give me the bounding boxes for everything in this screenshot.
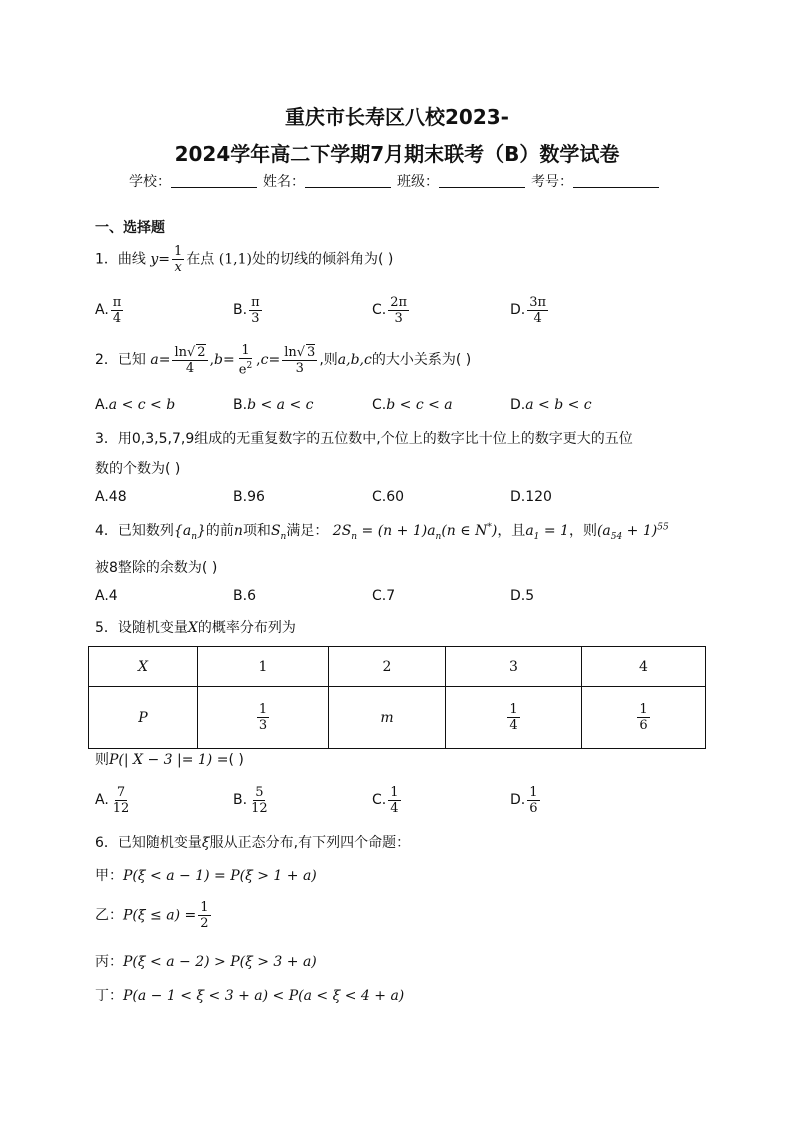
frac-den: 12 bbox=[251, 800, 268, 816]
exam-title-line2: 2024学年高二下学期7月期末联考（B）数学试卷 bbox=[174, 142, 620, 166]
option-text: a < b < c bbox=[525, 397, 592, 413]
eq-rhs: = (n + 1)a bbox=[357, 523, 436, 539]
q4-a1 bbox=[525, 523, 569, 542]
frac-num: 5 bbox=[255, 784, 264, 800]
frac-num: 1 bbox=[509, 702, 518, 717]
expr-mid: + 1) bbox=[622, 523, 658, 539]
q4-sequence bbox=[173, 523, 206, 542]
question-6-stem bbox=[95, 832, 410, 852]
question-3-options bbox=[95, 489, 715, 509]
option-text: 6 bbox=[247, 588, 256, 604]
question-3-stem-line2: 数的个数为( ) bbox=[95, 461, 181, 477]
option-fraction bbox=[527, 295, 548, 326]
school-label: 学校： bbox=[129, 174, 171, 190]
superscript: 55 bbox=[657, 522, 669, 533]
option-label: B. bbox=[233, 792, 248, 808]
proposition-formula: P(ξ < a − 1) = P(ξ > 1 + a) bbox=[123, 868, 317, 884]
option-label: A. bbox=[95, 588, 109, 604]
option-fraction bbox=[249, 295, 262, 326]
option-c[interactable] bbox=[372, 588, 395, 604]
q2-vars: a,b,c bbox=[337, 352, 372, 369]
option-text: a < c < b bbox=[108, 397, 176, 413]
frac-num: 1 bbox=[390, 784, 399, 800]
option-label: D. bbox=[510, 397, 526, 413]
q4-equation bbox=[332, 522, 498, 542]
a1-value: = 1 bbox=[539, 523, 569, 539]
q4-text: 项和 bbox=[242, 523, 271, 539]
question-5-ask bbox=[95, 749, 244, 769]
q4-text: 的前 bbox=[205, 523, 234, 539]
option-text: 48 bbox=[108, 489, 127, 505]
option-text: 4 bbox=[108, 588, 118, 604]
option-label: B. bbox=[233, 302, 248, 318]
radicand: 3 bbox=[307, 344, 316, 360]
option-b[interactable] bbox=[233, 783, 272, 817]
q5-text: 5．设随机变量 bbox=[95, 620, 188, 636]
q1-text-mid: 在点 bbox=[186, 251, 215, 268]
q2-var-a: a bbox=[150, 352, 159, 369]
table-cell: 2 bbox=[329, 647, 446, 687]
q4-text: ，则 bbox=[568, 523, 597, 539]
q4-sum bbox=[270, 523, 287, 542]
option-label: B. bbox=[233, 588, 248, 604]
q1-frac-den: x bbox=[174, 260, 182, 275]
table-row-p bbox=[89, 687, 706, 749]
frac-num: 3π bbox=[529, 294, 547, 310]
frac-den: 4 bbox=[185, 360, 195, 376]
q2-frac-c bbox=[282, 345, 317, 376]
proposition-formula: P(ξ ≤ a) = bbox=[123, 907, 197, 924]
frac-num: 1 bbox=[258, 702, 268, 717]
frac-den bbox=[237, 359, 254, 377]
option-label: B. bbox=[233, 397, 248, 413]
option-fraction bbox=[111, 295, 124, 326]
frac-num: 7 bbox=[116, 784, 126, 800]
option-label: D. bbox=[510, 792, 526, 808]
frac-den: 12 bbox=[112, 800, 130, 816]
expr-open: (a bbox=[596, 523, 611, 539]
question-5-options bbox=[95, 783, 715, 817]
table-row-x bbox=[89, 647, 706, 687]
frac-den: 3 bbox=[295, 360, 304, 376]
option-a[interactable] bbox=[95, 489, 127, 505]
option-label: C. bbox=[372, 489, 387, 505]
option-fraction bbox=[388, 785, 400, 816]
exam-number-blank[interactable] bbox=[573, 173, 659, 188]
table-cell: 1 bbox=[198, 647, 329, 687]
frac-den: 4 bbox=[533, 310, 542, 326]
option-text: b < a < c bbox=[247, 397, 314, 413]
question-2-options bbox=[95, 397, 715, 417]
student-info-row bbox=[0, 171, 794, 191]
option-d[interactable] bbox=[510, 489, 552, 505]
frac-num: 1 bbox=[529, 784, 538, 800]
frac-den: 2 bbox=[200, 916, 209, 931]
frac-num: ln√ 3 bbox=[284, 344, 316, 360]
option-fraction bbox=[388, 295, 409, 326]
option-b[interactable] bbox=[233, 293, 264, 327]
option-fraction bbox=[527, 785, 539, 816]
option-fraction bbox=[111, 785, 132, 816]
exam-number-label: 考号： bbox=[531, 174, 573, 190]
question-1-options bbox=[95, 293, 715, 327]
question-3-stem-line1: 3．用0,3,5,7,9组成的无重复数字的五位数中,个位上的数字比十位上的数字更大的五位 bbox=[95, 431, 633, 447]
option-fraction bbox=[249, 785, 270, 816]
option-a[interactable] bbox=[95, 783, 133, 817]
subscript: 1 bbox=[533, 531, 540, 542]
option-label: D. bbox=[510, 489, 526, 505]
frac-num: ln√ 2 bbox=[174, 344, 206, 360]
q2-eq: = bbox=[158, 352, 171, 369]
option-label: C. bbox=[372, 588, 387, 604]
proposition-yi bbox=[95, 900, 213, 931]
option-text: b < c < a bbox=[386, 397, 453, 413]
subscript: n bbox=[280, 531, 287, 542]
q1-point: (1,1) bbox=[218, 251, 252, 268]
option-a[interactable] bbox=[95, 293, 125, 327]
proposition-jia bbox=[95, 865, 317, 885]
option-c[interactable] bbox=[372, 783, 403, 817]
table-cell bbox=[582, 687, 706, 749]
proposition-label: 乙： bbox=[95, 907, 123, 924]
exam-title-line1: 重庆市长寿区八校2023- bbox=[285, 105, 509, 129]
frac-num: 2π bbox=[390, 294, 408, 310]
option-label: C. bbox=[372, 302, 387, 318]
frac-den: 4 bbox=[112, 310, 122, 326]
option-b[interactable] bbox=[233, 588, 256, 604]
exponent: 2 bbox=[246, 361, 253, 371]
q1-eq: = bbox=[158, 251, 171, 268]
q5-text: 则 bbox=[95, 752, 109, 768]
q2-var-b: b bbox=[214, 352, 223, 369]
proposition-label: 丁： bbox=[95, 988, 123, 1004]
ln-text: ln bbox=[174, 344, 187, 360]
table-cell bbox=[446, 687, 582, 749]
q2-eq: = bbox=[223, 352, 235, 369]
option-b[interactable] bbox=[233, 489, 265, 505]
q6-text: 6．已知随机变量 bbox=[95, 835, 202, 851]
option-label: C. bbox=[372, 397, 387, 413]
frac-num: 1 bbox=[200, 900, 209, 915]
comma: , bbox=[256, 352, 261, 369]
ln-text: ln bbox=[284, 344, 297, 360]
school-blank[interactable] bbox=[171, 173, 257, 188]
option-label: B. bbox=[233, 489, 248, 505]
q2-var-c: c bbox=[260, 352, 269, 369]
eq-lhs: 2S bbox=[332, 523, 352, 539]
frac-num: π bbox=[112, 294, 122, 310]
frac-den: 6 bbox=[639, 718, 648, 733]
frac-den: 4 bbox=[390, 800, 399, 816]
subscript: n bbox=[191, 531, 197, 542]
option-text: 7 bbox=[386, 588, 396, 604]
option-label: A. bbox=[95, 489, 109, 505]
option-label: D. bbox=[510, 302, 526, 318]
q1-text: 曲线 bbox=[117, 251, 146, 268]
q2-frac-b bbox=[237, 343, 254, 377]
question-number: 1． bbox=[95, 251, 118, 268]
comma: , bbox=[209, 352, 215, 369]
option-d[interactable] bbox=[510, 783, 542, 817]
proposition-bing bbox=[95, 951, 317, 971]
option-a[interactable] bbox=[95, 588, 118, 604]
proposition-ding bbox=[95, 985, 404, 1005]
subscript: n bbox=[435, 531, 442, 542]
proposition-formula: P(ξ < a − 2) > P(ξ > 3 + a) bbox=[123, 954, 317, 970]
table-cell: X bbox=[89, 647, 198, 687]
question-4-options bbox=[95, 588, 715, 608]
q5-text-post: 的概率分布列为 bbox=[197, 620, 296, 636]
e-base: e bbox=[238, 362, 247, 378]
superscript: * bbox=[487, 522, 492, 533]
frac-den: 3 bbox=[251, 310, 260, 326]
option-c[interactable] bbox=[372, 397, 453, 413]
option-label: A. bbox=[95, 302, 109, 318]
name-blank[interactable] bbox=[305, 173, 391, 188]
option-d[interactable] bbox=[510, 397, 592, 413]
frac-den: 4 bbox=[509, 718, 518, 733]
q4-text: ，且 bbox=[497, 523, 526, 539]
q4-var-n: n bbox=[233, 523, 243, 539]
option-d[interactable] bbox=[510, 588, 534, 604]
q4-text: 已知数列 bbox=[117, 523, 174, 539]
table-cell: 4 bbox=[582, 647, 706, 687]
q4-expression bbox=[596, 522, 669, 542]
class-blank[interactable] bbox=[439, 173, 525, 188]
q4-text: 满足： bbox=[286, 523, 329, 539]
q2-text-post: 的大小关系为( ) bbox=[371, 352, 472, 369]
option-label: A. bbox=[95, 792, 109, 808]
table-cell: m bbox=[329, 687, 446, 749]
a1-symbol: a bbox=[525, 523, 534, 539]
question-1-stem bbox=[95, 244, 393, 275]
question-2-stem bbox=[95, 343, 471, 377]
seq-close: } bbox=[196, 523, 206, 539]
question-4-stem-line1 bbox=[95, 520, 669, 542]
option-text: 60 bbox=[386, 489, 405, 505]
name-label: 姓名： bbox=[263, 174, 305, 190]
eq-condition-end: ) bbox=[491, 523, 498, 539]
option-label: C. bbox=[372, 792, 387, 808]
question-5-stem bbox=[95, 617, 296, 637]
proposition-fraction bbox=[198, 900, 210, 931]
option-d[interactable] bbox=[510, 293, 550, 327]
table-cell: P bbox=[89, 687, 198, 749]
q5-var-x: X bbox=[187, 620, 198, 636]
proposition-label: 甲： bbox=[95, 868, 123, 884]
table-cell: 3 bbox=[446, 647, 582, 687]
subscript: n bbox=[351, 531, 358, 542]
option-c[interactable] bbox=[372, 489, 404, 505]
question-number: 2． bbox=[95, 352, 118, 369]
option-text: 96 bbox=[247, 489, 265, 505]
frac-num: 1 bbox=[639, 702, 648, 717]
eq-condition: (n ∈ N bbox=[441, 523, 488, 539]
option-label: A. bbox=[95, 397, 109, 413]
probability-distribution-table bbox=[88, 646, 706, 749]
q1-text-post: 处的切线的倾斜角为( ) bbox=[251, 251, 394, 268]
option-label: D. bbox=[510, 588, 526, 604]
question-number: 4． bbox=[95, 523, 118, 539]
cell-fraction bbox=[507, 702, 519, 733]
option-text: 120 bbox=[525, 489, 552, 505]
q2-frac-a bbox=[172, 345, 207, 376]
proposition-formula: P(a − 1 < ξ < 3 + a) < P(a < ξ < 4 + a) bbox=[123, 988, 405, 1004]
option-a[interactable] bbox=[95, 397, 175, 413]
q2-text-then: ,则 bbox=[319, 352, 338, 369]
q2-eq: = bbox=[268, 352, 281, 369]
cell-fraction bbox=[637, 702, 649, 733]
class-label: 班级： bbox=[397, 174, 439, 190]
sum-symbol: S bbox=[270, 523, 281, 539]
q6-var-xi: ξ bbox=[201, 835, 210, 851]
q1-var: y bbox=[150, 251, 159, 268]
frac-den: 3 bbox=[258, 718, 268, 733]
subscript: 54 bbox=[610, 531, 623, 542]
proposition-label: 丙： bbox=[95, 954, 123, 970]
radicand: 2 bbox=[197, 344, 206, 360]
table-cell bbox=[198, 687, 329, 749]
q5-expression: P(| X − 3 |= 1) = bbox=[109, 752, 229, 768]
option-text: 5 bbox=[525, 588, 535, 604]
frac-den: 6 bbox=[529, 800, 538, 816]
q5-paren: ( ) bbox=[228, 752, 244, 768]
q1-frac-num: 1 bbox=[174, 244, 183, 259]
q2-text: 已知 bbox=[117, 352, 146, 369]
frac-num: 1 bbox=[241, 343, 250, 358]
option-c[interactable] bbox=[372, 293, 411, 327]
cell-fraction bbox=[257, 702, 269, 733]
frac-den: 3 bbox=[394, 310, 403, 326]
q6-text-post: 服从正态分布,有下列四个命题： bbox=[209, 835, 411, 851]
section-heading: 一、选择题 bbox=[95, 220, 165, 236]
question-4-stem-line2: 被8整除的余数为( ) bbox=[95, 560, 218, 576]
q1-fraction bbox=[172, 244, 184, 275]
frac-num: π bbox=[251, 294, 260, 310]
seq-open: {a bbox=[173, 523, 192, 539]
option-b[interactable] bbox=[233, 397, 313, 413]
